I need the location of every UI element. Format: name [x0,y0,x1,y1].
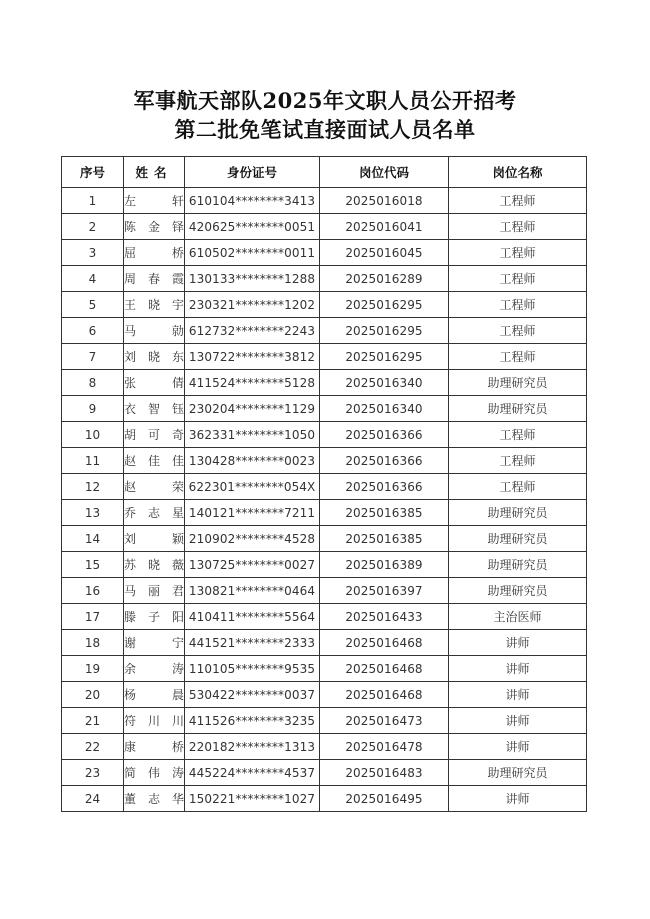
table-row [62,708,587,734]
cell-position-code: 2025016433 [320,604,449,630]
document-title [0,86,650,144]
header-position-name: 岗位名称 [449,157,587,188]
cell-position-name: 工程师 [449,318,587,344]
cell-position-code: 2025016366 [320,448,449,474]
cell-id-card: 622301********054X [185,474,320,500]
cell-id-card: 610502********0011 [185,240,320,266]
cell-seq: 8 [62,370,124,396]
cell-position-name: 工程师 [449,188,587,214]
cell-name: 刘颖 [124,526,185,552]
cell-position-code: 2025016018 [320,188,449,214]
cell-name: 苏晓薇 [124,552,185,578]
table-row [62,318,587,344]
cell-position-code: 2025016468 [320,656,449,682]
table-body [62,188,587,812]
header-id-card: 身份证号 [185,157,320,188]
cell-seq: 22 [62,734,124,760]
cell-position-name: 讲师 [449,734,587,760]
cell-position-code: 2025016366 [320,474,449,500]
cell-id-card: 610104********3413 [185,188,320,214]
cell-position-name: 工程师 [449,240,587,266]
cell-name: 康桥 [124,734,185,760]
cell-position-name: 工程师 [449,422,587,448]
cell-id-card: 530422********0037 [185,682,320,708]
table-row [62,760,587,786]
cell-position-name: 助理研究员 [449,396,587,422]
cell-seq: 20 [62,682,124,708]
table-row [62,500,587,526]
title-line-1: 军事航天部队2025年文职人员公开招考 [133,88,517,113]
cell-name: 马丽君 [124,578,185,604]
table-row [62,552,587,578]
cell-position-code: 2025016473 [320,708,449,734]
cell-seq: 16 [62,578,124,604]
cell-name: 余涛 [124,656,185,682]
table-row [62,786,587,812]
table-row [62,630,587,656]
cell-position-name: 工程师 [449,266,587,292]
cell-seq: 3 [62,240,124,266]
cell-position-code: 2025016468 [320,682,449,708]
cell-seq: 2 [62,214,124,240]
cell-position-code: 2025016483 [320,760,449,786]
cell-position-name: 工程师 [449,448,587,474]
cell-seq: 24 [62,786,124,812]
cell-name: 周春霞 [124,266,185,292]
cell-position-code: 2025016385 [320,500,449,526]
table-row [62,474,587,500]
cell-name: 符川川 [124,708,185,734]
cell-seq: 19 [62,656,124,682]
header-name: 姓名 [124,157,185,188]
cell-position-name: 讲师 [449,786,587,812]
cell-name: 陈金铎 [124,214,185,240]
cell-position-name: 工程师 [449,292,587,318]
cell-id-card: 130821********0464 [185,578,320,604]
cell-position-name: 助理研究员 [449,526,587,552]
cell-seq: 1 [62,188,124,214]
cell-position-code: 2025016389 [320,552,449,578]
cell-position-name: 工程师 [449,344,587,370]
cell-id-card: 411524********5128 [185,370,320,396]
cell-seq: 7 [62,344,124,370]
cell-id-card: 140121********7211 [185,500,320,526]
cell-position-name: 工程师 [449,474,587,500]
cell-position-code: 2025016468 [320,630,449,656]
cell-seq: 21 [62,708,124,734]
cell-position-name: 讲师 [449,682,587,708]
cell-name: 马勍 [124,318,185,344]
table-row [62,292,587,318]
cell-position-code: 2025016340 [320,396,449,422]
table-row [62,682,587,708]
cell-seq: 10 [62,422,124,448]
cell-position-name: 助理研究员 [449,500,587,526]
cell-seq: 12 [62,474,124,500]
table-row [62,604,587,630]
cell-id-card: 210902********4528 [185,526,320,552]
cell-position-code: 2025016340 [320,370,449,396]
cell-id-card: 130133********1288 [185,266,320,292]
cell-id-card: 130428********0023 [185,448,320,474]
cell-name: 董志华 [124,786,185,812]
cell-seq: 6 [62,318,124,344]
cell-position-name: 助理研究员 [449,578,587,604]
cell-position-name: 助理研究员 [449,552,587,578]
table-row [62,188,587,214]
cell-seq: 9 [62,396,124,422]
cell-name: 赵佳佳 [124,448,185,474]
cell-name: 滕子阳 [124,604,185,630]
cell-seq: 17 [62,604,124,630]
cell-id-card: 150221********1027 [185,786,320,812]
cell-position-name: 工程师 [449,214,587,240]
table-row [62,240,587,266]
cell-name: 张倩 [124,370,185,396]
cell-position-code: 2025016366 [320,422,449,448]
cell-seq: 4 [62,266,124,292]
cell-position-code: 2025016385 [320,526,449,552]
header-seq: 序号 [62,157,124,188]
cell-position-code: 2025016478 [320,734,449,760]
cell-id-card: 445224********4537 [185,760,320,786]
cell-seq: 18 [62,630,124,656]
cell-position-name: 助理研究员 [449,760,587,786]
cell-id-card: 441521********2333 [185,630,320,656]
cell-name: 简伟涛 [124,760,185,786]
cell-name: 左轩 [124,188,185,214]
candidate-table [61,156,587,812]
cell-position-name: 主治医师 [449,604,587,630]
cell-id-card: 130725********0027 [185,552,320,578]
cell-seq: 15 [62,552,124,578]
cell-seq: 14 [62,526,124,552]
cell-name: 谢宁 [124,630,185,656]
table-row [62,396,587,422]
cell-seq: 11 [62,448,124,474]
cell-position-code: 2025016045 [320,240,449,266]
table-row [62,266,587,292]
cell-position-code: 2025016295 [320,292,449,318]
cell-id-card: 230204********1129 [185,396,320,422]
cell-id-card: 362331********1050 [185,422,320,448]
cell-position-code: 2025016041 [320,214,449,240]
table-row [62,578,587,604]
cell-name: 屈桥 [124,240,185,266]
cell-position-code: 2025016295 [320,344,449,370]
cell-position-code: 2025016495 [320,786,449,812]
title-line-2: 第二批免笔试直接面试人员名单 [174,117,476,142]
cell-id-card: 130722********3812 [185,344,320,370]
table-row [62,344,587,370]
cell-id-card: 110105********9535 [185,656,320,682]
cell-name: 刘晓东 [124,344,185,370]
table-row [62,734,587,760]
table-row [62,422,587,448]
cell-name: 衣智钰 [124,396,185,422]
table-row [62,526,587,552]
cell-position-name: 助理研究员 [449,370,587,396]
cell-seq: 23 [62,760,124,786]
cell-id-card: 612732********2243 [185,318,320,344]
table-row [62,370,587,396]
cell-id-card: 420625********0051 [185,214,320,240]
cell-id-card: 411526********3235 [185,708,320,734]
cell-position-name: 讲师 [449,630,587,656]
cell-seq: 5 [62,292,124,318]
cell-position-name: 讲师 [449,708,587,734]
table-header-row [62,157,587,188]
cell-id-card: 410411********5564 [185,604,320,630]
header-position-code: 岗位代码 [320,157,449,188]
cell-name: 赵荣 [124,474,185,500]
cell-seq: 13 [62,500,124,526]
cell-position-code: 2025016397 [320,578,449,604]
cell-position-code: 2025016295 [320,318,449,344]
cell-position-code: 2025016289 [320,266,449,292]
table-row [62,656,587,682]
cell-id-card: 220182********1313 [185,734,320,760]
cell-name: 胡可奇 [124,422,185,448]
cell-name: 杨晨 [124,682,185,708]
table-row [62,448,587,474]
table-row [62,214,587,240]
cell-id-card: 230321********1202 [185,292,320,318]
cell-position-name: 讲师 [449,656,587,682]
cell-name: 乔志星 [124,500,185,526]
cell-name: 王晓宇 [124,292,185,318]
